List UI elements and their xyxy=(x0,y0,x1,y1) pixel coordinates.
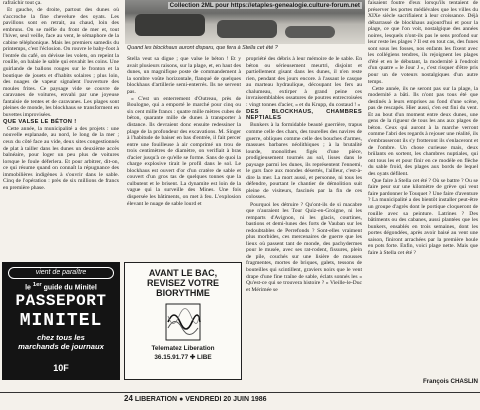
ad-title-line-2: MINITEL xyxy=(19,311,103,331)
ad-subtitle-sup: 1er xyxy=(32,282,42,288)
newspaper-name: LIBERATION xyxy=(134,396,178,403)
ad-passeport-minitel xyxy=(2,262,120,380)
paragraph: faisaient foutre d'eux lorsqu'ils tentaient de préserver les portes médiévales que les villes du XIXe siècle sacrifiaient à leur croissance. Déjà débarrassé de blockhaus aujourd'hui et pour la plage, ce que l'on voit, nostalgique des années noires, lesquels n'ont-ils pas le sens profond sur leur reste les plages ? Il est en tout cas, des funes sont sous les fosses, nos enfants les fixent avec les collégiens tendres, ils rejoignent les plages d'été et en le débutant, la modernité à l'endroit d'un quatre « le Jour J », c'est risquer d'être pris pour un de voteurs nostalgiques d'un autre temps. xyxy=(368,0,478,85)
paragraph: Cette année, la municipalité a des projets : une nouvelle esplanade, au nord, le long de la mer ; ceux du côté face au vide, deux sites congestionnés de plat à tailler dans les dunes un deuxième accès balnéaire, pour loger un peu plus de voitures lorsque le foule déferlera. Et pour arbitrer, dit-on, ce qui résume quand on connaît la répugnance des immobilières indigènes à s'ouvrir dans le sable. Cinq de l'opération : près de six millions de francs en première phase. xyxy=(3,125,119,191)
ad-line: chez tous les xyxy=(37,333,85,342)
ad-title-line-1: PASSEPORT xyxy=(15,292,107,310)
ad-headline-line-1: AVANT LE BAC, xyxy=(148,268,218,278)
photo-caption: Quand les blockhaus auront disparu, que fera à Stella cet été ? xyxy=(127,45,278,51)
ad-tag: vient de paraître xyxy=(8,267,114,279)
photo-credit: Collection 2ML pour https://etaples-genealogie.culture-forum.net xyxy=(169,2,360,9)
issue-date: ● VENDREDI 20 JUIN 1986 xyxy=(179,396,267,403)
author-signature: François CHASLIN xyxy=(422,378,478,385)
section-heading: QUE VALSE LE BÉTON ! xyxy=(3,118,77,125)
paragraph: propriété des débris à leur mémoire de le sable. En béton ou sérieusement meurtri, disjoint et partiellement gisant dans les dunes, il n'en reste rien, pendant des jours encore. à l'assaut le casque au marteau hydraulique, découpant les fers au chalumeau, extirper à grand peine ces invraisemblables ossatures de poutres entrecroisées : vingt tonnes d'acier, « et du Krupp, du costaud ! » xyxy=(246,56,362,108)
article-column-1 xyxy=(3,0,119,262)
paragraph: Pourquoi les détruire ? Qu'ont-ils de si macabre que n'auraient les Tour Quiz-en-Groigne, ni les remparts d'Avignon, ni les glacis, courtines, bastions et demi-lunes des forts de Vauban sur les redoubtables de Perrefonds ? Sont-elles vraiment plus morbides, ces mercenaires de guerre que les lieux où passent tant de monde, des pachydermes pour le musée, avec ses rat-rodent, fissures, plein de pile, couchés sur une lisière de mousses fragmentes, mortes de briques, galets, tessons de bouteilles qui scintillent, graviers noirs que le vent drape d'une fine traîne de sable, éclats sonnés les « Qu'est-ce qui se trouvera histoire ? » Vieille-le-Duc et Mérimée se xyxy=(246,201,362,293)
blockhaus-silhouette xyxy=(135,14,205,36)
ad-service-name: Telematez Liberation xyxy=(151,345,215,352)
paragraph: « C'est un enterrement d'Outreau, près de Boulogne, qui a emporté le marché pour cinq ou six cent mille francs : quatre mille mètres cubes de béton, quarante mille de dunes à transporter à distance. Ils devraient donc ensuite redessiner la plage de la profondeur des excavations. M. Singer à l'habitude de baiser en bas d'entrée, il fait percer entre une fouilleuse à air comprimé un trou de trois centimètres de diamètre, on verifiait à bras d'acier jusqu'à ce qu'elle se forme. Sans de quoi la charge explosive tirait le profil dans le sol. Le blockhaus est ouvert d'or d'un cratère de sable et couvert d'un gros tas de quelques tonnes que la culbutent et le brisent. La dynamite est loin de la vague qui la surveille des Mines. Une fois dispersée les bâtiments, on met à feu. L'explosion élevant le nuage de sable lourd et xyxy=(127,95,241,207)
paragraph: Et gauche, de droite, partout des dunes où s'accroche la fine chevelure des oyats. Les pavillons sont en retrait, au chaud, loin des embruns. On se méfie du front de mer et, tout l'hiver, seul veille, face au vent, le sémaphore de la cabine téléphonique. Mais les premiers samedis du printemps, c'est l'éclosion. On rouvre le baby-foot à l'entrée du café, on dévisse les volets, on repeint la rouille, on balaie le sable qui envahit les coins. Une guirlande de ballons rouges sur le fronton et la boutique de jouets et d'habits solaires ; plus loin, des nuages de vapeur signalent l'ouverture des moules frites. Ce paysage vide se couvre de caravanes de voitures, envahi par une joyeuse fantaisie de tentes et de caravanes. Les plages sont pleines de monde, les blockhaus se transforment en buvettes improvisées. xyxy=(3,7,119,118)
paragraph: Bunkers à la formidable beauté guerrière, trapus comme celle des chars, des tourelles des navires de guerre, obliques comme celle des bouches d'armes, massues barbares néolithiques ; à la brutalité lourde, monolithes figés d'une pièce, prodigieusement tournés au sol, lisses dans le paysage parmi les dunes, ils représentent l'ennemi, le gars face aux mondes désertés, l'ailleur, c'est-à-dire la mer. La mort aussi, et personne, ni tous les défendre, pourtant le chantier de démolition suit pleine de visiteurs, fascinés par la fin de ces colosses. xyxy=(246,122,362,201)
paragraph: Que faire à Stella cet été ? Où se battre ? Ou se faire peur sur une kilomètre de grève qui veut faire pardonner le Touquet ? Une faire d'aventure ? La municipalité a des bientôt installer peut-être un groupe d'agrès dont le portique cloqueront de rouille avec sa peinture. Latrines ? Des bâtiments ou des cabanes, aussi plantées que les bunkers, ensablés en trois semaines, dont les portes dégondées, après avoir baisé au vent une saison, finiront arrachées par la première houle en pots forte. Enfin, voici plage nette. Mais que faire à Stella cet été ? xyxy=(368,177,478,256)
page-number: 24 xyxy=(124,394,133,403)
ad-subtitle-prefix: le xyxy=(25,284,31,292)
section-heading: DES BLOCKHAUS, CHAMBRES NEPTIALES xyxy=(246,108,362,122)
ad-headline-line-3: BIORYTHME xyxy=(156,288,210,298)
ad-price: 10F xyxy=(53,363,69,373)
paragraph: Stella veut sa digue ; que valse le béton ! Et y avait plusieurs raisons, sur la plage, et, en haut des dunes, un magnifique poste de commandement à la sombre voûte horizontale, flanqué de quelques blockhaus d'artillerie semi-enterrés. Ils ne servent pas. xyxy=(127,56,241,95)
blockhaus-silhouette xyxy=(285,26,335,38)
biorythme-wave-icon xyxy=(165,303,201,341)
blockhaus-silhouette xyxy=(217,20,277,38)
ad-biorythme xyxy=(124,262,242,380)
article-column-4 xyxy=(368,0,478,380)
ad-subtitle xyxy=(2,282,120,291)
ad-service-number: 36.15.91.77 ✚ LIBE xyxy=(154,354,212,361)
paragraph: Cette année, ils ne seront pas sur la plage, la modernité a bâti. Ils n'ont pas tous été que destinés à leurs emprises au fond d'une scène, pas de rescapés. Hier aussi, c'en est fini du vent. Et au bout d'un moment entre deux dunes, une gens de la rigueur de tous les ans aux plages de béton. Ceux qui auront à la marche verront comme l'abri des regards à rejouer une réalité, ils s'embrasseront ils s'y frotteront ils s'enlaceront et de l'ombre. Un chose curieuse mais, deux brûlants en sortent, les chambres nuptiales, qui ont tous les et pour finir en ce modèle en flèche du sable froid, des plages aux bords de lequel des oyats défilent. xyxy=(368,85,478,177)
article-column-3 xyxy=(246,56,362,386)
paragraph: rafraîchir tout ça. xyxy=(3,0,42,6)
beach-photo xyxy=(125,0,365,44)
ad-line: marchands de journaux xyxy=(18,342,104,351)
footer-rule xyxy=(0,392,480,393)
ad-headline-line-2: REVISEZ VOTRE xyxy=(146,278,219,288)
page-footer xyxy=(124,394,364,406)
ad-subtitle-rest: guide du Minitel xyxy=(43,284,97,292)
